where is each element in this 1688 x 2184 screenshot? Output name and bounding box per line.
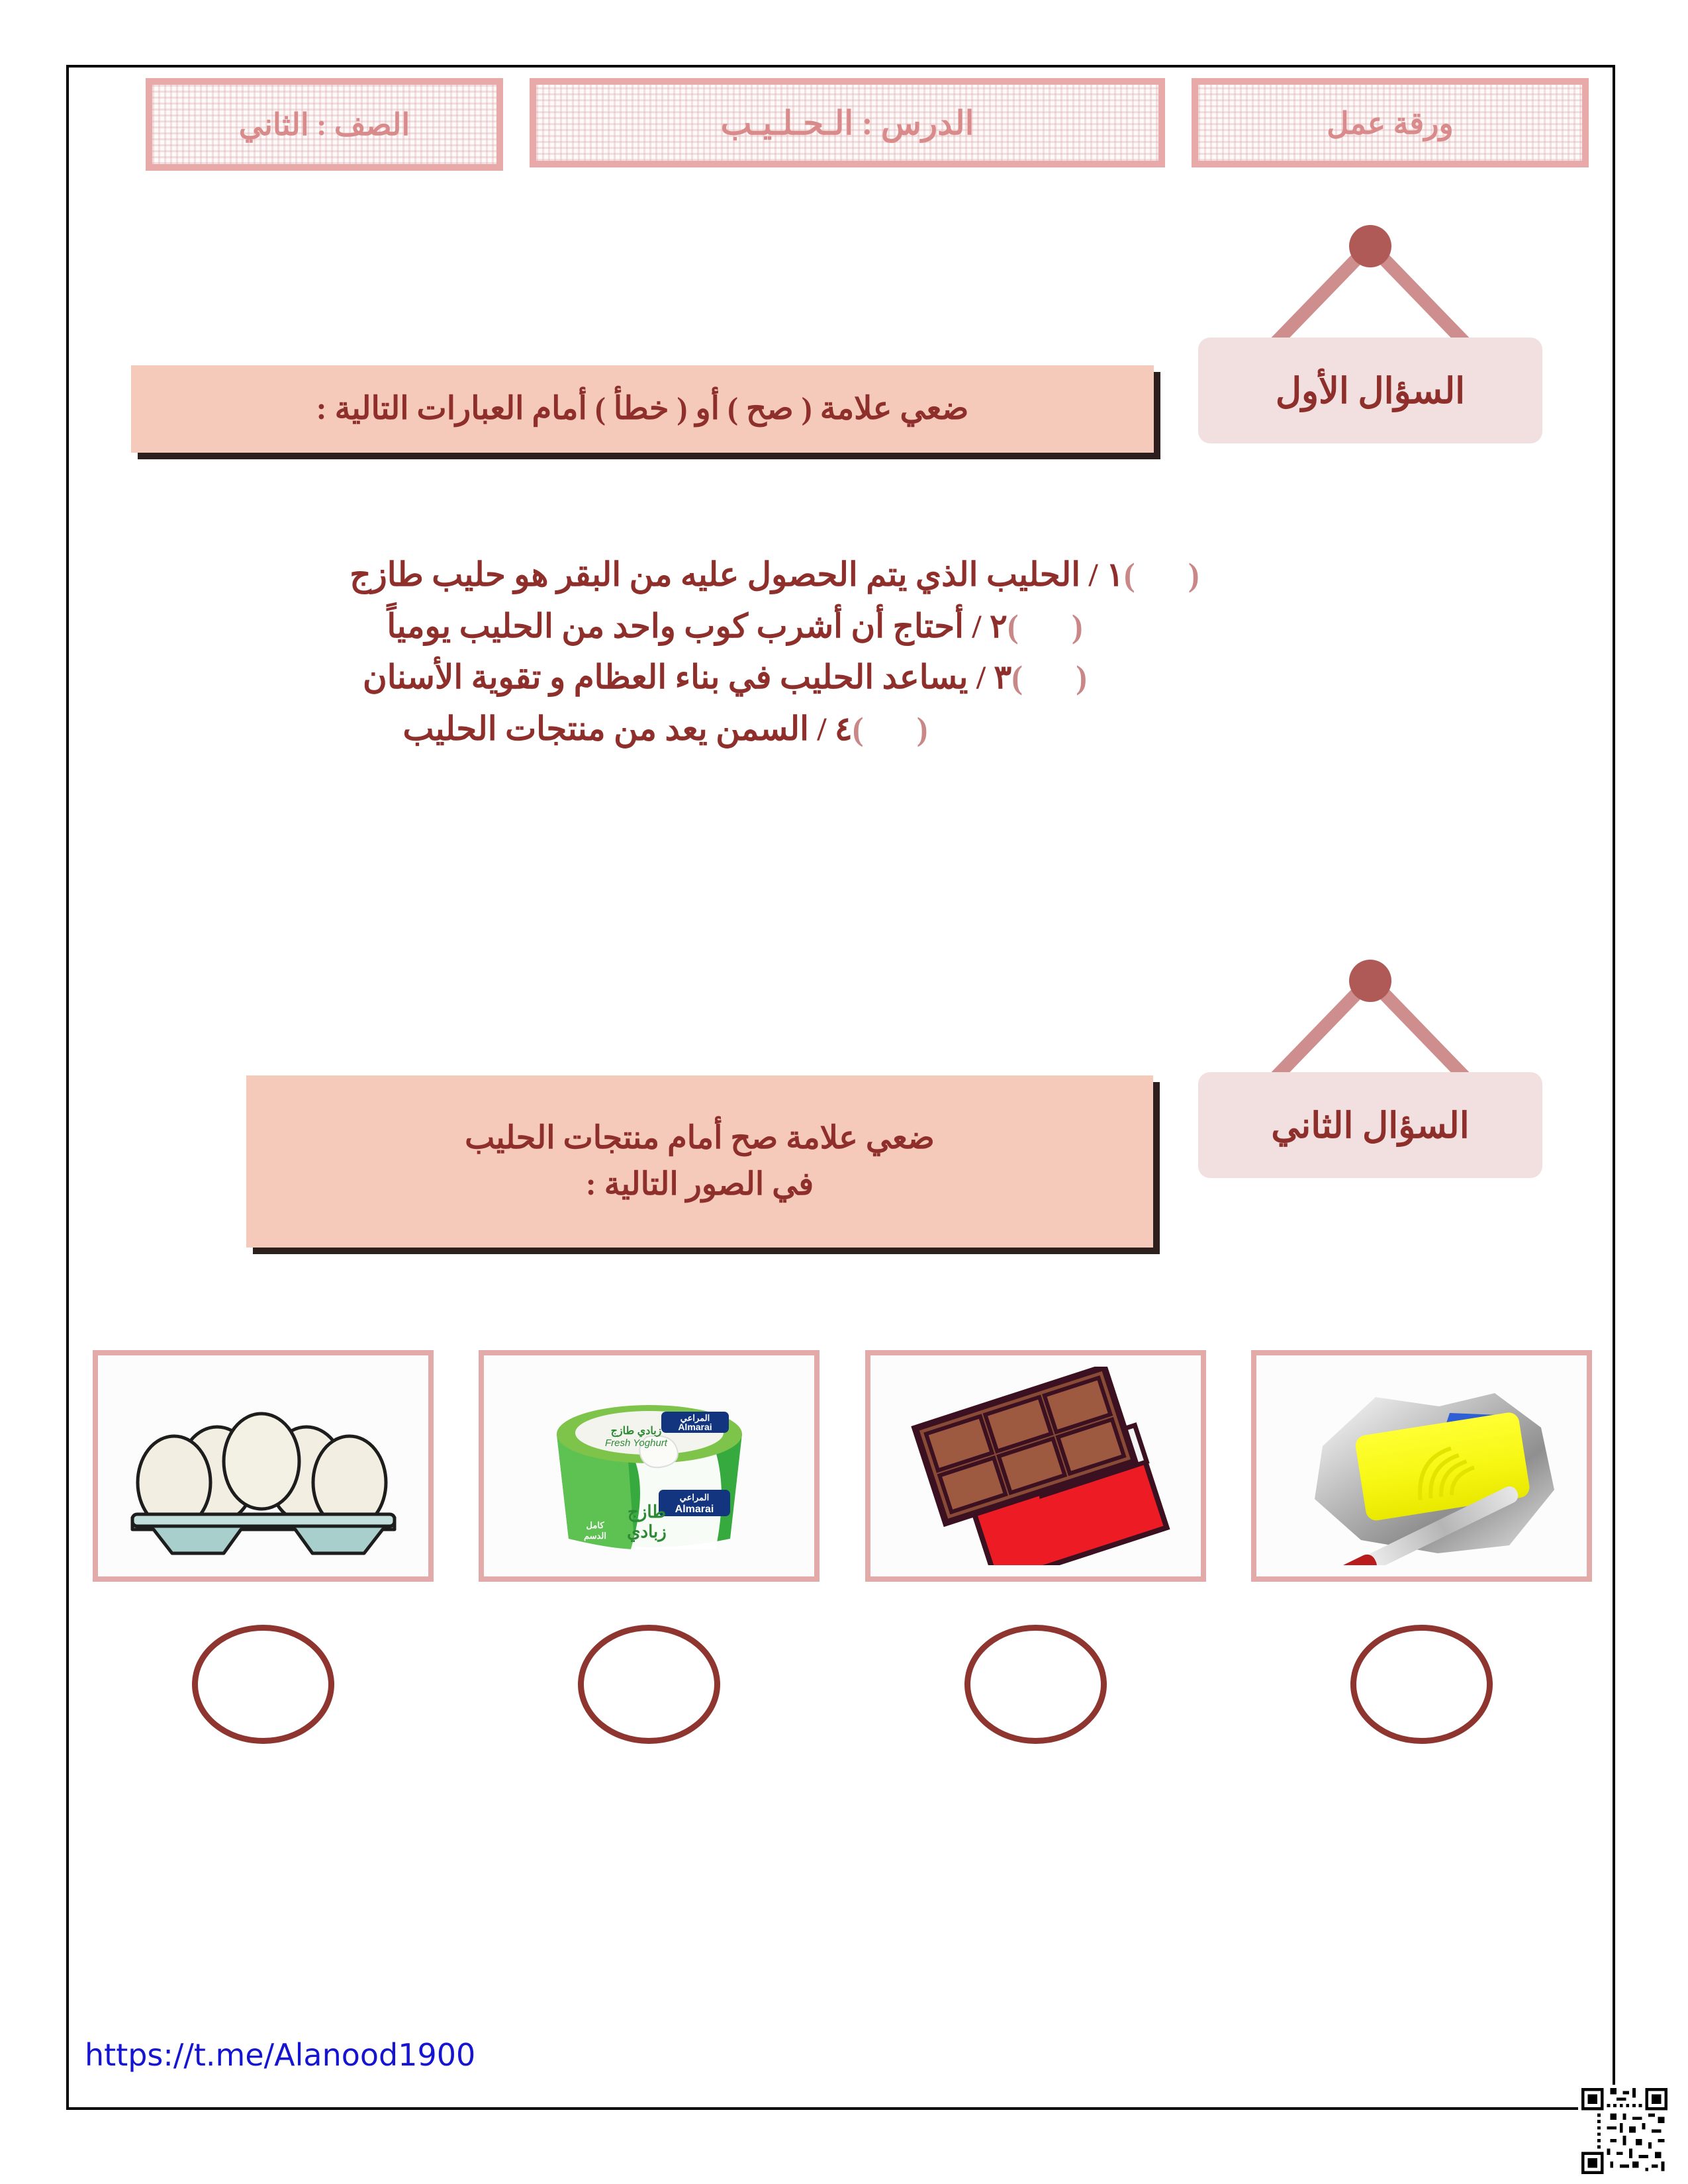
sign-rope-icon xyxy=(1172,940,1569,1092)
svg-text:المراعي: المراعي xyxy=(679,1492,710,1502)
svg-text:زبادي: زبادي xyxy=(627,1522,667,1541)
product-image-cards xyxy=(93,1350,1592,1582)
question-two-instruction-line1: ضعي علامة صح أمام منتجات الحليب xyxy=(465,1120,935,1156)
qr-code xyxy=(1578,2085,1671,2177)
header-lesson-label: الدرس : الـحـلـيـب xyxy=(720,104,974,142)
statement-answer-box[interactable]: ( ) xyxy=(1007,607,1105,645)
question-one-instruction: ضعي علامة ( صح ) أو ( خطأ ) أمام العبارات التالية : xyxy=(316,391,969,427)
answer-circle-cell xyxy=(479,1625,820,1744)
statement-row xyxy=(99,652,1489,704)
svg-text:طازج: طازج xyxy=(627,1502,666,1522)
question-two-label: السؤال الثاني xyxy=(1271,1105,1470,1146)
answer-circle-row xyxy=(93,1625,1592,1744)
statement-answer-box[interactable]: ( ) xyxy=(852,709,951,747)
question-two-instruction-line2: في الصور التالية : xyxy=(585,1167,814,1202)
svg-text:Fresh Yoghurt: Fresh Yoghurt xyxy=(604,1437,667,1449)
statement-text: ١ / الحليب الذي يتم الحصول عليه من البقر هو حليب طازج xyxy=(350,556,1124,593)
statement-text: ٣ / يساعد الحليب في بناء العظام و تقوية الأسنان xyxy=(362,659,1012,696)
card-eggs-in-carton[interactable] xyxy=(93,1350,434,1582)
header-worksheet-label: ورقة عمل xyxy=(1327,106,1454,140)
header-grade-label: الصف : الثاني xyxy=(238,108,410,142)
eggs-in-carton-icon xyxy=(124,1377,402,1555)
chocolate-bar-icon xyxy=(896,1367,1174,1565)
header-grade-box xyxy=(146,78,503,171)
question-one-instruction-banner xyxy=(131,365,1154,453)
answer-circle-chocolate[interactable] xyxy=(964,1625,1107,1744)
svg-text:الدسم: الدسم xyxy=(583,1531,606,1541)
statement-answer-box[interactable]: ( ) xyxy=(1123,556,1222,593)
question-two-plate xyxy=(1198,1072,1542,1178)
statement-row xyxy=(99,549,1489,601)
svg-text:كامل: كامل xyxy=(586,1520,604,1530)
yoghurt-cup-icon xyxy=(517,1373,782,1559)
answer-circle-cell xyxy=(1251,1625,1592,1744)
statement-answer-box[interactable]: ( ) xyxy=(1011,659,1110,696)
statement-row xyxy=(99,704,1489,755)
answer-circle-cell xyxy=(865,1625,1206,1744)
true-false-statements xyxy=(99,549,1489,754)
worksheet-header xyxy=(93,78,1589,184)
statement-row xyxy=(99,601,1489,653)
svg-text:المراعي: المراعي xyxy=(680,1413,710,1423)
question-two-instruction-banner xyxy=(246,1075,1153,1248)
card-chocolate-bar[interactable] xyxy=(865,1350,1206,1582)
card-almarai-fresh-yoghurt[interactable] xyxy=(479,1350,820,1582)
butter-stick-icon xyxy=(1276,1367,1568,1565)
statement-text: ٢ / أحتاج أن أشرب كوب واحد من الحليب يومياً xyxy=(387,607,1008,645)
question-two-sign xyxy=(1172,940,1569,1178)
question-one-label: السؤال الأول xyxy=(1275,371,1466,411)
svg-text:زبادي طازج: زبادي طازج xyxy=(610,1426,662,1437)
sign-rope-icon xyxy=(1172,205,1569,357)
header-lesson-box xyxy=(530,78,1165,167)
answer-circle-butter[interactable] xyxy=(1350,1625,1493,1744)
header-worksheet-box xyxy=(1192,78,1589,167)
card-butter-stick[interactable] xyxy=(1251,1350,1592,1582)
question-one-plate xyxy=(1198,338,1542,443)
statement-text: ٤ / السمن يعد من منتجات الحليب xyxy=(402,709,853,747)
svg-text:Almarai: Almarai xyxy=(678,1422,712,1432)
answer-circle-eggs[interactable] xyxy=(192,1625,334,1744)
telegram-channel-link[interactable]: https://t.me/Alanood1900 xyxy=(85,2037,476,2073)
answer-circle-cell xyxy=(93,1625,434,1744)
svg-text:Almarai: Almarai xyxy=(675,1504,714,1515)
question-one-sign xyxy=(1172,205,1569,443)
answer-circle-yoghurt[interactable] xyxy=(578,1625,720,1744)
